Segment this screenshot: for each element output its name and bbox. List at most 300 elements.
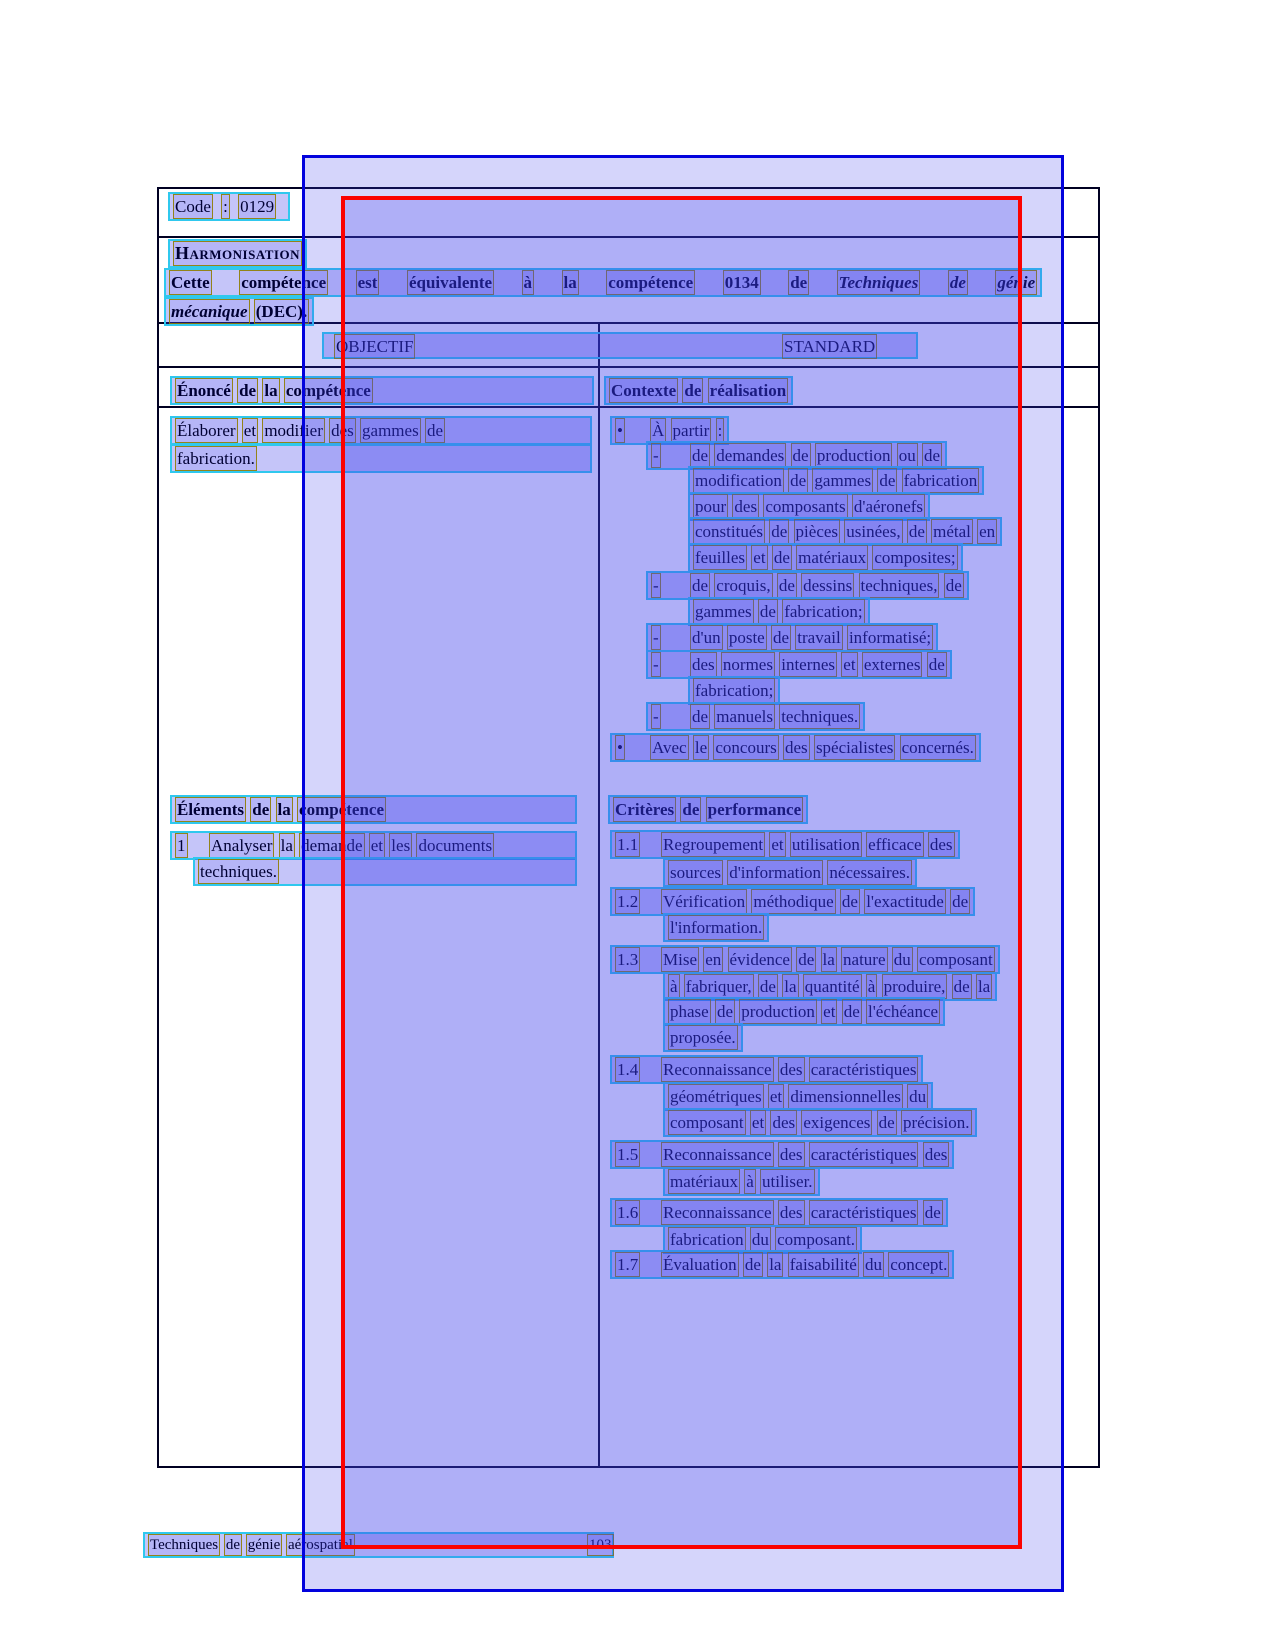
line-text bbox=[690, 576, 964, 595]
word-box: • bbox=[615, 418, 625, 443]
word-box: faisabilité bbox=[788, 1252, 859, 1277]
word-box: 1.2 bbox=[615, 889, 640, 914]
word-box: géométriques bbox=[668, 1084, 764, 1109]
word-box: utilisation bbox=[790, 832, 862, 857]
word-box: nature bbox=[841, 947, 887, 972]
word-box: de bbox=[771, 625, 791, 650]
equivalence-course-title bbox=[837, 273, 1037, 292]
word-box: 103 bbox=[587, 1534, 614, 1556]
context-item bbox=[646, 571, 969, 600]
word-box: • bbox=[615, 735, 625, 760]
word-box: pour bbox=[693, 494, 728, 519]
criterion-cont bbox=[663, 1108, 977, 1137]
word-box: externes bbox=[862, 652, 923, 677]
word-box: des bbox=[778, 1142, 805, 1167]
element-line bbox=[170, 831, 577, 860]
word-box: fabrication bbox=[902, 468, 980, 493]
word-box: techniques, bbox=[859, 573, 940, 598]
word-box: et bbox=[841, 652, 857, 677]
criterion bbox=[610, 830, 960, 859]
word-box: techniques. bbox=[779, 704, 860, 729]
criterion bbox=[610, 1140, 954, 1169]
word-box: concernés. bbox=[900, 735, 976, 760]
word-box: produire, bbox=[882, 974, 948, 999]
dash-marker bbox=[651, 652, 665, 677]
item-number bbox=[615, 1200, 641, 1225]
word-box: de bbox=[877, 468, 897, 493]
table-border-right bbox=[1098, 187, 1100, 1468]
word-box: de bbox=[682, 378, 703, 403]
word-box: la bbox=[279, 833, 295, 858]
word-box: efficace bbox=[866, 832, 923, 857]
word-box: en bbox=[977, 519, 997, 544]
item-number bbox=[615, 832, 641, 857]
word-box: Techniques bbox=[837, 270, 921, 295]
word-box: STANDARD bbox=[782, 334, 877, 359]
word-box: 1.4 bbox=[615, 1057, 640, 1082]
word-box: internes bbox=[779, 652, 837, 677]
line-text bbox=[661, 892, 970, 911]
word-box: Critères bbox=[613, 797, 676, 822]
line-text bbox=[173, 197, 276, 216]
column-header-row bbox=[322, 332, 918, 359]
equivalence-line-1 bbox=[164, 268, 1042, 297]
word-box: compétence bbox=[284, 378, 373, 403]
word-box: feuilles bbox=[693, 545, 747, 570]
contexte-header bbox=[604, 376, 793, 405]
line-text bbox=[668, 1002, 940, 1021]
word-box: de bbox=[690, 443, 710, 468]
word-box: normes bbox=[721, 652, 775, 677]
word-box: usinées, bbox=[844, 519, 902, 544]
word-box: d'un bbox=[690, 625, 723, 650]
word-box: performance bbox=[706, 797, 803, 822]
line-text bbox=[693, 602, 865, 621]
item-number bbox=[175, 833, 195, 858]
word-box: et bbox=[750, 1110, 766, 1135]
word-box: proposée. bbox=[668, 1025, 738, 1050]
word-box: des bbox=[923, 1142, 950, 1167]
word-box: de bbox=[950, 889, 970, 914]
word-box: concept. bbox=[888, 1252, 949, 1277]
item-number bbox=[615, 1057, 641, 1082]
word-box: 1.6 bbox=[615, 1200, 640, 1225]
context-item-cont bbox=[688, 676, 780, 705]
word-box: Analyser bbox=[209, 833, 274, 858]
word-box: aérospatial bbox=[286, 1534, 355, 1556]
line-text bbox=[693, 681, 775, 700]
word-box: dessins bbox=[801, 573, 854, 598]
line-text bbox=[609, 381, 788, 400]
word-box: fabrication; bbox=[782, 599, 864, 624]
word-box: 1.7 bbox=[615, 1252, 640, 1277]
table-border-bottom bbox=[157, 1466, 1100, 1468]
word-box: de bbox=[927, 652, 947, 677]
word-box: - bbox=[651, 652, 661, 677]
word-box: de bbox=[788, 468, 808, 493]
dash-marker bbox=[651, 625, 665, 650]
word-box: de bbox=[791, 443, 811, 468]
context-item-cont bbox=[688, 466, 984, 495]
word-box: des bbox=[783, 735, 810, 760]
word-box: composants bbox=[763, 494, 847, 519]
word-box: d'aéronefs bbox=[852, 494, 925, 519]
word-box: gammes bbox=[812, 468, 873, 493]
table-border-left bbox=[157, 187, 159, 1468]
word-box: l'information. bbox=[668, 915, 764, 940]
word-box: de bbox=[425, 418, 445, 443]
word-box: des bbox=[690, 652, 717, 677]
word-box: de bbox=[923, 1200, 943, 1225]
word-box: 1.5 bbox=[615, 1142, 640, 1167]
word-box: de bbox=[237, 378, 258, 403]
word-box: à bbox=[744, 1169, 756, 1194]
context-item-cont bbox=[688, 597, 870, 626]
word-box: des bbox=[732, 494, 759, 519]
word-box: caractéristiques bbox=[809, 1142, 919, 1167]
dash-marker bbox=[651, 443, 665, 468]
word-box: OBJECTIF bbox=[334, 334, 415, 359]
line-text bbox=[693, 548, 958, 567]
word-box: 1.3 bbox=[615, 947, 640, 972]
word-box: et bbox=[369, 833, 385, 858]
word-box: matériaux bbox=[796, 545, 868, 570]
word-box: constitués bbox=[693, 519, 765, 544]
harmonisation-heading bbox=[168, 239, 307, 268]
word-box: et bbox=[768, 1084, 784, 1109]
word-box: sources bbox=[668, 860, 723, 885]
word-box: travail bbox=[795, 625, 842, 650]
criterion-cont bbox=[663, 913, 769, 942]
line-text bbox=[661, 1060, 918, 1079]
word-box: spécialistes bbox=[814, 735, 895, 760]
line-text bbox=[668, 1113, 972, 1132]
equivalence-line-2 bbox=[164, 297, 314, 326]
word-box: demandes bbox=[714, 443, 786, 468]
table-column-divider bbox=[598, 322, 600, 1468]
word-box: et bbox=[751, 545, 767, 570]
word-box: - bbox=[651, 573, 661, 598]
word-box: compétence bbox=[297, 797, 386, 822]
word-box: (DEC). bbox=[254, 299, 309, 324]
word-box: documents bbox=[416, 833, 494, 858]
bullet-marker bbox=[615, 735, 627, 760]
word-box: phase bbox=[668, 999, 711, 1024]
line-text bbox=[198, 862, 279, 881]
word-box: modifier bbox=[262, 418, 325, 443]
objectif-header bbox=[334, 334, 415, 359]
item-number bbox=[615, 889, 641, 914]
word-box: du bbox=[907, 1084, 928, 1109]
line-text bbox=[668, 863, 912, 882]
word-box: Mise bbox=[661, 947, 699, 972]
word-box: génie bbox=[246, 1534, 282, 1556]
word-box: la bbox=[767, 1252, 783, 1277]
word-box: de bbox=[840, 889, 860, 914]
word-box: Cette bbox=[169, 270, 212, 295]
word-box: Harmonisation bbox=[173, 241, 302, 266]
item-number bbox=[615, 947, 641, 972]
word-box: précision. bbox=[901, 1110, 972, 1135]
word-box: Éléments bbox=[175, 797, 246, 822]
equivalence-course-title bbox=[169, 302, 250, 321]
equivalence-text bbox=[169, 273, 809, 292]
word-box: poste bbox=[727, 625, 767, 650]
word-box: de bbox=[758, 599, 778, 624]
word-box: fabrication bbox=[668, 1227, 746, 1252]
word-box: nécessaires. bbox=[827, 860, 912, 885]
word-box: de bbox=[948, 270, 968, 295]
word-box: - bbox=[651, 704, 661, 729]
line-text bbox=[661, 1255, 949, 1274]
item-number bbox=[615, 1252, 641, 1277]
criterion bbox=[610, 1250, 954, 1279]
word-box: équivalente bbox=[407, 270, 494, 295]
word-box: les bbox=[389, 833, 412, 858]
word-box: du bbox=[863, 1252, 884, 1277]
word-box: fabrication; bbox=[693, 678, 775, 703]
word-box: et bbox=[242, 418, 258, 443]
word-box: Évaluation bbox=[661, 1252, 739, 1277]
line-text bbox=[690, 628, 933, 647]
table-row-line bbox=[157, 406, 1100, 408]
word-box: - bbox=[651, 443, 661, 468]
word-box: la bbox=[562, 270, 579, 295]
context-item bbox=[646, 623, 938, 652]
code-line bbox=[168, 192, 290, 221]
word-box: Code bbox=[173, 194, 213, 219]
word-box: la bbox=[782, 974, 798, 999]
word-box: composant. bbox=[775, 1227, 857, 1252]
context-item-cont bbox=[688, 517, 1002, 546]
equivalence-text bbox=[254, 302, 309, 321]
context-item bbox=[646, 702, 865, 731]
line-text bbox=[693, 522, 997, 541]
word-box: de bbox=[772, 545, 792, 570]
word-box: : bbox=[716, 418, 725, 443]
word-box: de bbox=[743, 1252, 763, 1277]
criterion-cont bbox=[663, 1023, 743, 1052]
line-text bbox=[175, 381, 373, 400]
word-box: matériaux bbox=[668, 1169, 740, 1194]
word-box: Regroupement bbox=[661, 832, 765, 857]
line-text bbox=[693, 497, 925, 516]
dash-marker bbox=[651, 573, 665, 598]
word-box: quantité bbox=[803, 974, 862, 999]
word-box: caractéristiques bbox=[809, 1200, 919, 1225]
word-box: la bbox=[262, 378, 279, 403]
word-box: du bbox=[750, 1227, 771, 1252]
word-box: des bbox=[928, 832, 955, 857]
word-box: exigences bbox=[801, 1110, 872, 1135]
word-box: évidence bbox=[728, 947, 792, 972]
word-box: de bbox=[758, 974, 778, 999]
word-box: Contexte bbox=[609, 378, 678, 403]
word-box: Reconnaissance bbox=[661, 1142, 774, 1167]
word-box: de bbox=[842, 999, 862, 1024]
dash-marker bbox=[651, 704, 665, 729]
criterion bbox=[610, 887, 975, 916]
word-box: et bbox=[769, 832, 785, 857]
enonce-header bbox=[170, 376, 594, 405]
footer-line bbox=[143, 1532, 614, 1558]
word-box: partir bbox=[671, 418, 712, 443]
enonce-line bbox=[170, 416, 592, 445]
word-box: utiliser. bbox=[760, 1169, 815, 1194]
word-box: pièces bbox=[794, 519, 840, 544]
word-box: composant bbox=[668, 1110, 746, 1135]
line-text bbox=[209, 836, 494, 855]
word-box: est bbox=[356, 270, 380, 295]
line-text bbox=[175, 421, 445, 440]
word-box: Reconnaissance bbox=[661, 1200, 774, 1225]
word-box: réalisation bbox=[708, 378, 789, 403]
line-text bbox=[668, 1172, 815, 1191]
word-box: de bbox=[952, 974, 972, 999]
word-box: à bbox=[668, 974, 680, 999]
word-box: des bbox=[778, 1200, 805, 1225]
word-box: de bbox=[877, 1110, 897, 1135]
word-box: des bbox=[770, 1110, 797, 1135]
word-box: composites; bbox=[872, 545, 957, 570]
word-box: à bbox=[866, 974, 878, 999]
word-box: À bbox=[650, 418, 666, 443]
line-text bbox=[175, 800, 386, 819]
word-box: techniques. bbox=[198, 859, 279, 884]
criterion-cont bbox=[663, 1167, 820, 1196]
line-text bbox=[650, 421, 724, 440]
criterion bbox=[610, 1198, 948, 1227]
line-text bbox=[690, 655, 947, 674]
line-text bbox=[175, 449, 257, 468]
line-text bbox=[613, 800, 803, 819]
word-box: Énoncé bbox=[175, 378, 233, 403]
word-box: Techniques bbox=[148, 1534, 220, 1556]
word-box: 1 bbox=[175, 833, 188, 858]
word-box: l'exactitude bbox=[864, 889, 946, 914]
criterion bbox=[610, 945, 1000, 974]
word-box: de bbox=[680, 797, 701, 822]
word-box: : bbox=[221, 194, 230, 219]
item-number bbox=[615, 1142, 641, 1167]
word-box: des bbox=[778, 1057, 805, 1082]
line-text bbox=[173, 243, 302, 263]
word-box: Vérification bbox=[661, 889, 747, 914]
word-box: production bbox=[739, 999, 817, 1024]
word-box: des bbox=[329, 418, 356, 443]
word-box: fabriquer, bbox=[684, 974, 754, 999]
word-box: de bbox=[690, 704, 710, 729]
line-text bbox=[650, 738, 976, 757]
word-box: gammes bbox=[360, 418, 421, 443]
word-box: de bbox=[777, 573, 797, 598]
word-box: production bbox=[815, 443, 893, 468]
table-row-line bbox=[157, 366, 1100, 368]
word-box: de bbox=[250, 797, 271, 822]
line-text bbox=[690, 707, 860, 726]
word-box: dimensionnelles bbox=[788, 1084, 902, 1109]
criterion-cont bbox=[663, 1082, 933, 1111]
word-box: informatisé; bbox=[847, 625, 933, 650]
word-box: manuels bbox=[714, 704, 775, 729]
word-box: mécanique bbox=[169, 299, 250, 324]
criteres-header bbox=[608, 795, 808, 824]
table-row-line bbox=[157, 236, 1100, 238]
line-text bbox=[668, 977, 992, 996]
word-box: compétence bbox=[239, 270, 328, 295]
context-item-cont bbox=[688, 543, 963, 572]
word-box: de bbox=[907, 519, 927, 544]
context-item bbox=[646, 650, 952, 679]
word-box: de bbox=[769, 519, 789, 544]
word-box: gammes bbox=[693, 599, 754, 624]
word-box: métal bbox=[931, 519, 973, 544]
criterion-cont bbox=[663, 997, 945, 1026]
word-box: de bbox=[922, 443, 942, 468]
word-box: concours bbox=[713, 735, 778, 760]
context-bullet bbox=[610, 733, 981, 762]
word-box: Avec bbox=[650, 735, 689, 760]
word-box: l'échéance bbox=[866, 999, 940, 1024]
line-text bbox=[661, 950, 995, 969]
word-box: à bbox=[522, 270, 535, 295]
word-box: ou bbox=[897, 443, 918, 468]
word-box: de bbox=[690, 573, 710, 598]
line-text bbox=[661, 1203, 943, 1222]
word-box: méthodique bbox=[751, 889, 835, 914]
word-box: demande bbox=[299, 833, 364, 858]
page-number bbox=[587, 1534, 614, 1556]
word-box: de bbox=[224, 1534, 242, 1556]
word-box: de bbox=[788, 270, 809, 295]
word-box: le bbox=[693, 735, 709, 760]
element-line-cont bbox=[193, 857, 577, 886]
word-box: la bbox=[976, 974, 992, 999]
word-box: de bbox=[944, 573, 964, 598]
word-box: 1.1 bbox=[615, 832, 640, 857]
criterion-cont bbox=[663, 858, 917, 887]
word-box: compétence bbox=[606, 270, 695, 295]
word-box: du bbox=[892, 947, 913, 972]
word-box: Élaborer bbox=[175, 418, 238, 443]
word-box: caractéristiques bbox=[809, 1057, 919, 1082]
word-box: - bbox=[651, 625, 661, 650]
line-text bbox=[661, 1145, 949, 1164]
elements-header bbox=[170, 795, 577, 824]
word-box: de bbox=[715, 999, 735, 1024]
word-box: d'information bbox=[727, 860, 823, 885]
criterion bbox=[610, 1055, 923, 1084]
word-box: fabrication. bbox=[175, 446, 257, 471]
enonce-line bbox=[170, 444, 592, 473]
word-box: Reconnaissance bbox=[661, 1057, 774, 1082]
line-text bbox=[668, 1230, 857, 1249]
word-box: modification bbox=[693, 468, 784, 493]
line-text bbox=[668, 1087, 928, 1106]
standard-header bbox=[782, 334, 877, 359]
line-text bbox=[661, 835, 955, 854]
line-text bbox=[693, 471, 979, 490]
word-box: croquis, bbox=[714, 573, 772, 598]
bullet-marker bbox=[615, 418, 627, 443]
word-box: la bbox=[821, 947, 837, 972]
word-box: génie bbox=[995, 270, 1037, 295]
word-box: de bbox=[796, 947, 816, 972]
line-text bbox=[690, 446, 942, 465]
word-box: en bbox=[703, 947, 723, 972]
word-box: composant bbox=[917, 947, 995, 972]
word-box: et bbox=[821, 999, 837, 1024]
